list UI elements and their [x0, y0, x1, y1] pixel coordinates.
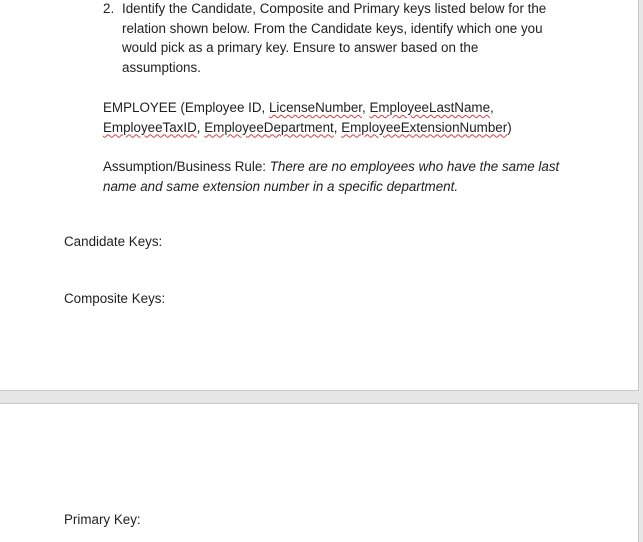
question-line-3: would pick as a primary key. Ensure to answer based on the	[122, 40, 479, 56]
document-page-2	[0, 403, 639, 542]
attr-employee-department: EmployeeDepartment	[204, 119, 334, 135]
composite-keys-label: Composite Keys:	[64, 291, 166, 306]
relation-prefix: EMPLOYEE (Employee ID,	[103, 100, 269, 115]
question-number: 2.	[103, 1, 115, 16]
question-line-2: relation shown below. From the Candidate keys, identify which one you	[122, 20, 543, 36]
question-line-1: Identify the Candidate, Composite and Primary keys listed below for the	[122, 1, 547, 16]
question-line-4: assumptions.	[122, 60, 201, 76]
assumption-text-1: There are no employees who have the same last	[269, 159, 560, 174]
attr-employee-last-name: EmployeeLastName	[369, 100, 491, 115]
attr-employee-extension-number: EmployeeExtensionNumber	[341, 119, 508, 135]
relation-line-2	[103, 118, 512, 138]
attr-employee-tax-id: EmployeeTaxID	[103, 119, 197, 135]
attr-license-number: LicenseNumber	[268, 100, 362, 115]
relation-comma-2: ,	[490, 100, 494, 115]
assumption-label: Assumption/Business Rule:	[103, 159, 270, 174]
assumption-line-1	[103, 157, 559, 177]
primary-key-label: Primary Key:	[64, 512, 141, 527]
candidate-keys-label: Candidate Keys:	[64, 234, 163, 249]
relation-suffix: )	[507, 119, 512, 135]
relation-comma-4: ,	[333, 119, 342, 135]
assumption-line-2: name and same extension number in a specific department.	[103, 178, 459, 194]
relation-line-1	[103, 98, 494, 118]
relation-comma-1: ,	[362, 100, 370, 115]
relation-comma-3: ,	[196, 119, 205, 135]
